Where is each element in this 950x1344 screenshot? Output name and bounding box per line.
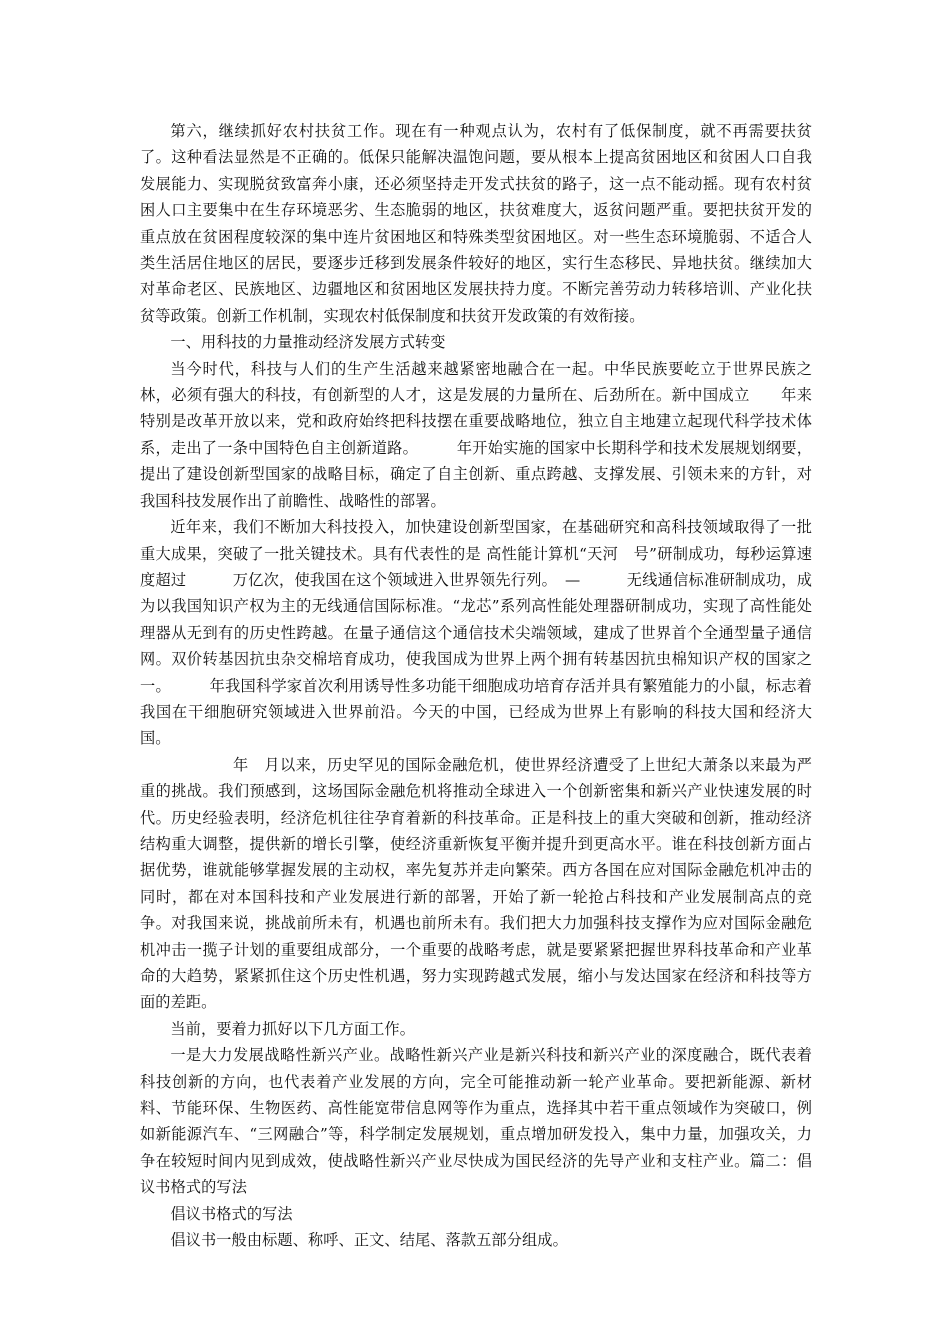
paragraph-proposal-structure: 倡议书一般由标题、称呼、正文、结尾、落款五部分组成。: [170, 1231, 568, 1250]
paragraph-recent-achievements: 近年来，我们不断加大科技投入，加快建设创新型国家，在基础研究和高科技领域取得了一批重大成果，突破了一批关键技术。具有代表性的是 高性能计算机“天河 号”研制成功，每秒运算速度超过 万亿次，使我国在这个领域进入世界领先行列。 — 无线通信标准研制成功，成为以我国知识产权为主的无线通信国际标准。“龙芯”系列高性能处理器研制成功，实现了高性能处理器从无到有的历史性跨越。在量子通信这个通信技术尖端领域，建成了世界首个全通型量子通信网。双价转基因抗虫杂交棉培育成功，使我国成为世界上两个拥有转基因抗虫棉知识产权的国家之一。 年我国科学家首次利用诱导性多功能干细胞成功培育存活并具有繁殖能力的小鼠，标志着我国在干细胞研究领域进入世界前沿。今天的中国，已经成为世界上有影响的科技大国和经济大国。: [140, 518, 812, 748]
paragraph-current-tasks: 当前，要着力抓好以下几方面工作。: [170, 1019, 415, 1038]
paragraph-financial-crisis: 年 月以来，历史罕见的国际金融危机，使世界经济遭受了上世纪大萧条以来最为严重的挑战。我们预感到，这场国际金融危机将推动全球进入一个创新密集和新兴产业快速发展的时代。历史经验表明，经济危机往往孕育着新的科技革命。正是科技上的重大突破和创新，推动经济结构重大调整，提供新的增长引擎，使经济重新恢复平衡并提升到更高水平。谁在科技创新方面占据优势，谁就能够掌握发展的主动权，率先复苏并走向繁荣。西方各国在应对国际金融危机冲击的同时，都在对本国科技和产业发展进行新的部署，开始了新一轮抢占科技和产业发展制高点的竞争。对我国来说，挑战前所未有，机遇也前所未有。我们把大力加强科技支撑作为应对国际金融危机冲击一揽子计划的重要组成部分，一个重要的战略考虑，就是要紧紧把握世界科技革命和产业革命的大趋势，紧紧抓住这个历史性机遇，努力实现跨越式发展，缩小与发达国家在经济和科技等方面的差距。: [140, 755, 812, 1012]
document-body: [140, 118, 812, 1253]
paragraph-rural-poverty: 第六，继续抓好农村扶贫工作。现在有一种观点认为，农村有了低保制度，就不再需要扶贫了。这种看法显然是不正确的。低保只能解决温饱问题，要从根本上提高贫困地区和贫困人口自我发展能力、实现脱贫致富奔小康，还必须坚持走开发式扶贫的路子，这一点不能动摇。现有农村贫困人口主要集中在生存环境恶劣、生态脆弱的地区，扶贫难度大，返贫问题严重。要把扶贫开发的重点放在贫困程度较深的集中连片贫困地区和特殊类型贫困地区。对一些生态环境脆弱、不适合人类生活居住地区的居民，要逐步迁移到发展条件较好的地区，实行生态移民、异地扶贫。继续加大对革命老区、民族地区、边疆地区和贫困地区发展扶持力度。不断完善劳动力转移培训、产业化扶贫等政策。创新工作机制，实现农村低保制度和扶贫开发政策的有效衔接。: [140, 122, 812, 325]
paragraph-proposal-format-title: 倡议书格式的写法: [170, 1204, 293, 1223]
paragraph-tech-era: 当今时代，科技与人们的生产生活越来越紧密地融合在一起。中华民族要屹立于世界民族之林，必须有强大的科技，有创新型的人才，这是发展的力量所在、后劲所在。新中国成立 年来特别是改革开放以来，党和政府始终把科技摆在重要战略地位，独立自主地建立起现代科学技术体系，走出了一条中国特色自主创新道路。 年开始实施的国家中长期科学和技术发展规划纲要，提出了建设创新型国家的战略目标，确定了自主创新、重点跨越、支撑发展、引领未来的方针，对我国科技发展作出了前瞻性、战略性的部署。: [140, 359, 812, 510]
paragraph-emerging-industries: 一是大力发展战略性新兴产业。战略性新兴产业是新兴科技和新兴产业的深度融合，既代表着科技创新的方向，也代表着产业发展的方向，完全可能推动新一轮产业革命。要把新能源、新材料、节能环保、生物医药、高性能宽带信息网等作为重点，选择其中若干重点领域作为突破口，例如新能源汽车、“三网融合”等，科学制定发展规划，重点增加研发投入，集中力量，加强攻关，力争在较短时间内见到成效，使战略性新兴产业尽快成为国民经济的先导产业和支柱产业。篇二：倡议书格式的写法: [140, 1046, 812, 1197]
section-heading-science-tech: 一、用科技的力量推动经济发展方式转变: [170, 333, 446, 352]
